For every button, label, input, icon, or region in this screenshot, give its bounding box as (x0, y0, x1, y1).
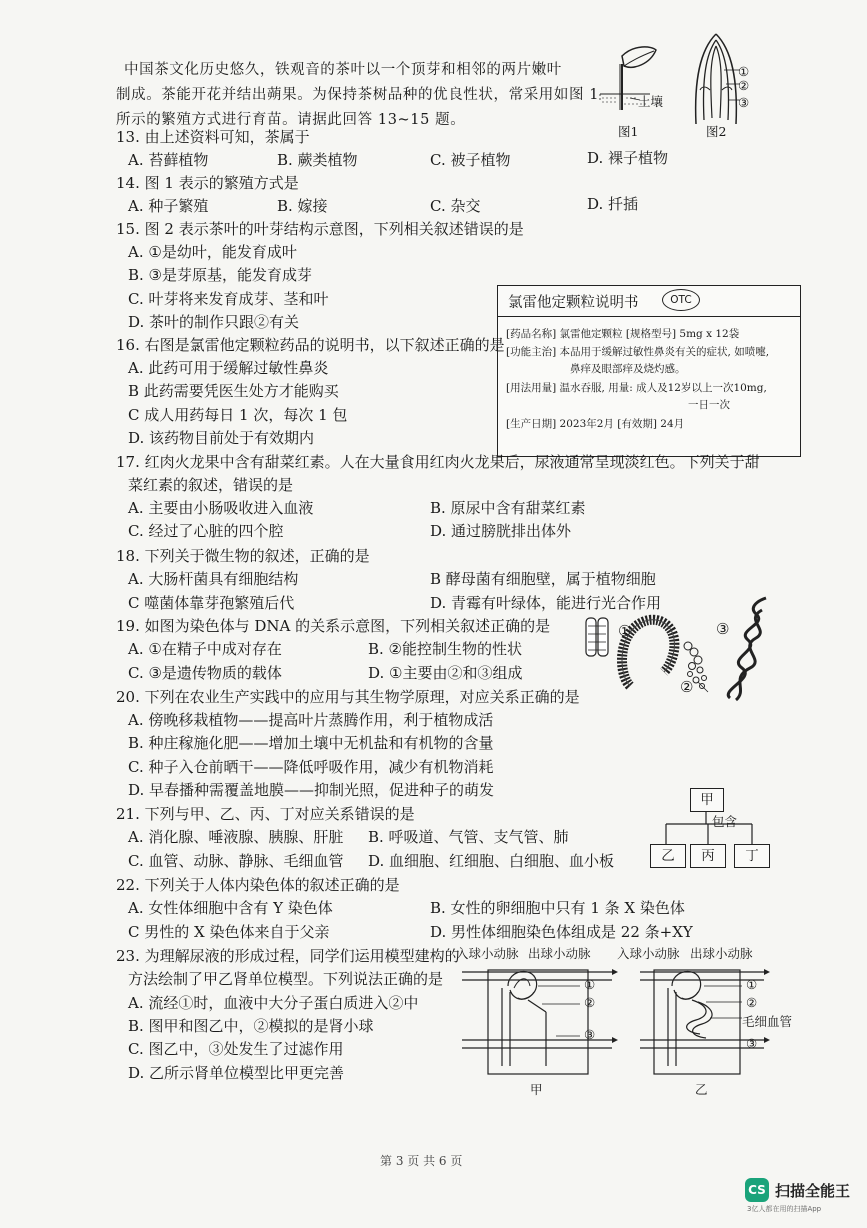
kidney-yi-mark-3: ③ (746, 1036, 758, 1051)
figure-2-mark-1: ① (738, 64, 750, 79)
tree-node-bing: 丙 (690, 844, 726, 868)
question-17-stem-cont: 菜红素的叙述，错误的是 (128, 476, 294, 494)
question-17-option-d: D. 通过膀胱排出体外 (430, 522, 572, 540)
chromosome-mark-2: ② (680, 678, 694, 696)
question-13-option-d: D. 裸子植物 (587, 149, 669, 167)
question-16-option-d: D. 该药物目前处于有效期内 (128, 429, 315, 447)
question-19-option-a: A. ①在精子中成对存在 (128, 640, 282, 658)
question-23-option-a: A. 流经①时，血液中大分子蛋白质进入②中 (128, 994, 419, 1012)
question-21-option-c: C. 血管、动脉、静脉、毛细血管 (128, 852, 344, 870)
drug-usage-line-2: 一日一次 (688, 399, 730, 411)
scanner-subtitle: 3亿人都在用的扫描App (747, 1205, 822, 1213)
scanner-watermark (745, 1178, 855, 1212)
kidney-yi-in-label: 入球小动脉 (617, 946, 680, 961)
kidney-jia-mark-2: ② (584, 995, 596, 1010)
question-15-stem: 15. 图 2 表示茶叶的叶芽结构示意图，下列相关叙述错误的是 (116, 220, 524, 238)
question-22-option-d: D. 男性体细胞染色体组成是 22 条+XY (430, 923, 693, 941)
tree-node-ding: 丁 (734, 844, 770, 868)
kidney-jia-caption: 甲 (530, 1082, 543, 1097)
tree-relation-label: 包含 (712, 814, 738, 829)
question-16-option-a: A. 此药可用于缓解过敏性鼻炎 (128, 359, 329, 377)
question-22-stem: 22. 下列关于人体内染色体的叙述正确的是 (116, 876, 400, 894)
drug-date-line: [生产日期] 2023年2月 [有效期] 24月 (506, 418, 685, 430)
kidney-yi-mark-1: ① (746, 977, 758, 992)
chromosome-mark-1: ① (618, 622, 632, 640)
question-23-option-d: D. 乙所示肾单位模型比甲更完善 (128, 1064, 345, 1082)
question-18-option-d: D. 青霉有叶绿体，能进行光合作用 (430, 594, 662, 612)
question-13-stem: 13. 由上述资料可知，茶属于 (116, 128, 310, 146)
drug-name-line: [药品名称] 氯雷他定颗粒 [规格型号] 5mg x 12袋 (506, 328, 740, 340)
figure-1-soil-label: 土壤 (638, 94, 664, 109)
question-14-option-a: A. 种子繁殖 (128, 197, 209, 215)
drug-card-title: 氯雷他定颗粒说明书 (508, 295, 639, 311)
figure-2-mark-3: ③ (738, 95, 750, 110)
drug-function-line-2: 鼻痒及眼部痒及烧灼感。 (570, 363, 686, 375)
question-21-option-d: D. 血细胞、红细胞、白细胞、血小板 (368, 852, 615, 870)
question-20-option-c: C. 种子入仓前晒干——降低呼吸作用，减少有机物消耗 (128, 758, 494, 776)
cs-logo-icon: CS (745, 1178, 769, 1202)
question-22-option-a: A. 女性体细胞中含有 Y 染色体 (128, 899, 333, 917)
kidney-jia-in-label: 入球小动脉 (456, 946, 519, 961)
question-21-option-a: A. 消化腺、唾液腺、胰腺、肝脏 (128, 828, 344, 846)
figure-2-mark-2: ② (738, 78, 750, 93)
tree-node-yi: 乙 (650, 844, 686, 868)
question-23-option-b: B. 图甲和图乙中，②模拟的是肾小球 (128, 1017, 374, 1035)
question-20-option-d: D. 早春播种需覆盖地膜——抑制光照，促进种子的萌发 (128, 781, 495, 799)
question-19-stem: 19. 如图为染色体与 DNA 的关系示意图，下列相关叙述正确的是 (116, 617, 551, 635)
scanner-title: 扫描全能王 (775, 1182, 851, 1200)
question-16-option-c: C 成人用药每日 1 次，每次 1 包 (128, 406, 348, 424)
question-13-option-c: C. 被子植物 (430, 151, 511, 169)
question-14-option-b: B. 嫁接 (277, 197, 328, 215)
drug-instruction-card (497, 285, 801, 457)
tree-node-top: 甲 (690, 788, 724, 812)
kidney-jia-mark-3: ③ (584, 1027, 596, 1042)
figure-2-caption: 图2 (706, 124, 727, 139)
otc-badge: OTC (662, 289, 700, 311)
question-13-option-a: A. 苔藓植物 (128, 151, 209, 169)
question-17-option-b: B. 原尿中含有甜菜红素 (430, 499, 586, 517)
question-20-option-b: B. 种庄稼施化肥——增加土壤中无机盐和有机物的含量 (128, 734, 494, 752)
question-15-option-d: D. 茶叶的制作只跟②有关 (128, 313, 300, 331)
question-15-option-a: A. ①是幼叶，能发育成叶 (128, 243, 297, 261)
kidney-yi-out-label: 出球小动脉 (690, 946, 753, 961)
question-17-option-c: C. 经过了心脏的四个腔 (128, 522, 284, 540)
drug-function-line-1: [功能主治] 本品用于缓解过敏性鼻炎有关的症状, 如喷嚏, (506, 346, 770, 358)
page-number: 第 3 页 共 6 页 (380, 1154, 463, 1168)
question-19-option-d: D. ①主要由②和③组成 (368, 664, 523, 682)
question-20-option-a: A. 傍晚移栽植物——提高叶片蒸腾作用，利于植物成活 (128, 711, 494, 729)
question-18-option-b: B 酵母菌有细胞壁，属于植物细胞 (430, 570, 656, 588)
question-20-stem: 20. 下列在农业生产实践中的应用与其生物学原理，对应关系正确的是 (116, 688, 580, 706)
question-18-option-c: C 噬菌体靠芽孢繁殖后代 (128, 594, 295, 612)
kidney-jia-mark-1: ① (584, 977, 596, 992)
question-19-option-b: B. ②能控制生物的性状 (368, 640, 523, 658)
drug-usage-line-1: [用法用量] 温水吞服, 用量: 成人及12岁以上一次10mg, (506, 382, 767, 394)
question-16-option-b: B 此药需要凭医生处方才能购买 (128, 382, 339, 400)
tree-connectors (640, 810, 780, 846)
kidney-jia-out-label: 出球小动脉 (528, 946, 591, 961)
kidney-model-jia (462, 962, 622, 1080)
question-18-stem: 18. 下列关于微生物的叙述，正确的是 (116, 547, 370, 565)
question-16-stem: 16. 右图是氯雷他定颗粒药品的说明书，以下叙述正确的是 (116, 336, 505, 354)
question-15-option-c: C. 叶芽将来发育成芽、茎和叶 (128, 290, 329, 308)
chromosome-mark-3: ③ (716, 620, 730, 638)
question-23-option-c: C. 图乙中，③处发生了过滤作用 (128, 1040, 344, 1058)
question-19-option-c: C. ③是遗传物质的载体 (128, 664, 282, 682)
kidney-yi-caption: 乙 (695, 1082, 708, 1097)
figure-1-caption: 图1 (618, 124, 639, 139)
question-21-stem: 21. 下列与甲、乙、丙、丁对应关系错误的是 (116, 805, 415, 823)
question-21-option-b: B. 呼吸道、气管、支气管、肺 (368, 828, 569, 846)
kidney-yi-capillary-label: 毛细血管 (742, 1014, 793, 1029)
question-18-option-a: A. 大肠杆菌具有细胞结构 (128, 570, 299, 588)
question-14-option-c: C. 杂交 (430, 197, 481, 215)
intro-line-3: 所示的繁殖方式进行育苗。请据此回答 13~15 题。 (116, 112, 466, 128)
kidney-yi-mark-2: ② (746, 995, 758, 1010)
intro-line-2: 制成。茶能开花并结出蒴果。为保持茶树品种的优良性状，常采用如图 1 (116, 87, 600, 103)
question-15-option-b: B. ③是芽原基，能发育成芽 (128, 266, 313, 284)
question-23-stem-cont: 方法绘制了甲乙肾单位模型。下列说法正确的是 (128, 970, 444, 988)
intro-line-1: 中国茶文化历史悠久，铁观音的茶叶以一个顶芽和相邻的两片嫩叶 (124, 62, 562, 78)
question-17-option-a: A. 主要由小肠吸收进入血液 (128, 499, 314, 517)
question-14-option-d: D. 扦插 (587, 195, 639, 213)
question-23-stem: 23. 为理解尿液的形成过程，同学们运用模型建构的 (116, 947, 460, 965)
question-17-stem: 17. 红肉火龙果中含有甜菜红素。人在大量食用红肉火龙果后，尿液通常呈现淡红色。下列关于甜 (116, 453, 760, 471)
question-22-option-b: B. 女性的卵细胞中只有 1 条 X 染色体 (430, 899, 685, 917)
question-13-option-b: B. 蕨类植物 (277, 151, 358, 169)
question-22-option-c: C 男性的 X 染色体来自于父亲 (128, 923, 330, 941)
question-14-stem: 14. 图 1 表示的繁殖方式是 (116, 174, 299, 192)
